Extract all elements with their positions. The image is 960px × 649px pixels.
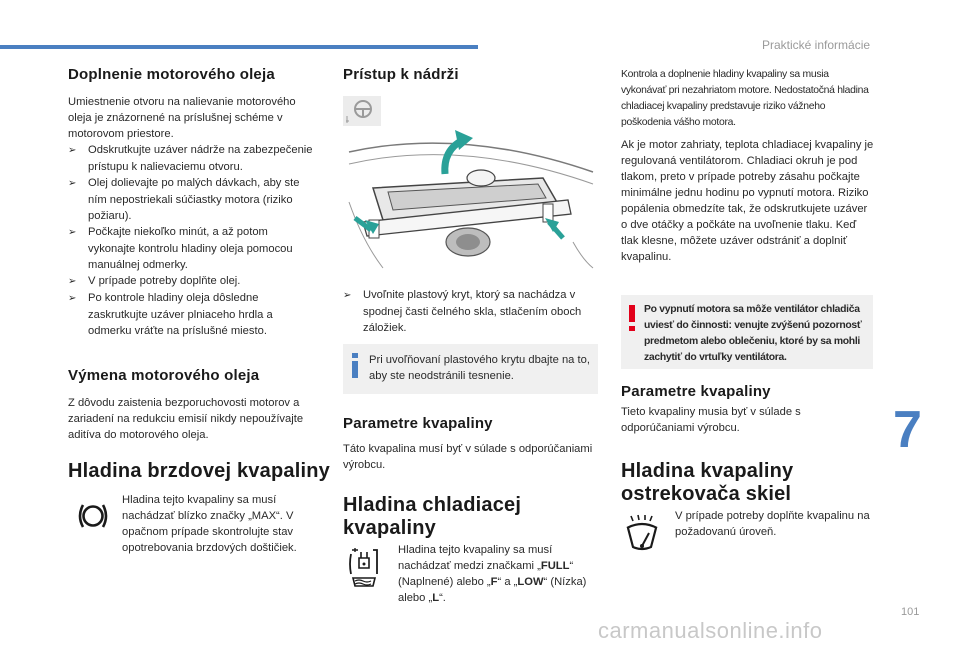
oil-bullet-2: ➢ Olej dolievajte po malých dávkach, aby ste ním nepostriekali súčiastky motora (riziko požiaru). xyxy=(68,177,300,222)
tank-info-box xyxy=(343,344,598,394)
oil-refill-body xyxy=(68,94,318,339)
fan-warning-text: Po vypnutí motora sa môže ventilátor chladiča uviesť do činnosti: venujte zvýšenú pozornosť predmetom alebo oblečeniu, ktoré by sa mohli zachytiť do vrtuľky ventilátora. xyxy=(644,304,862,363)
washer-fluid-icon xyxy=(624,514,660,552)
page-number: 101 xyxy=(901,606,920,618)
oil-change-heading: Výmena motorového oleja xyxy=(68,367,260,384)
oil-bullet-4: ➢ V prípade potreby doplňte olej. xyxy=(68,275,241,287)
oil-refill-heading: Doplnenie motorového oleja xyxy=(68,66,275,83)
brake-fluid-text: Hladina tejto kvapaliny sa musí nachádzať blízko značky „MAX“. V opačnom prípade skontrolujte stav opotrebovania brzdových doštičiek. xyxy=(122,494,297,554)
coolant-heading: Hladina chladiacej kvapaliny xyxy=(343,494,522,539)
params-text-2: Tieto kvapaliny musia byť v súlade s odporúčaniami výrobcu. xyxy=(621,406,801,434)
oil-bullet-3: ➢ Počkajte niekoľko minút, a až potom vykonajte kontrolu hladiny oleja pomocou manuálnej odmerky. xyxy=(68,226,293,271)
coolant-level-icon xyxy=(347,546,381,588)
oil-change-text: Z dôvodu zaistenia bezporuchovosti motorov a zariadení na redukciu emisií nikdy nepoužívajte aditíva do motorového oleja. xyxy=(68,397,304,441)
params-text-1: Táto kvapalina musí byť v súlade s odporúčaniami výrobcu. xyxy=(343,443,593,471)
tank-info-text: Pri uvoľňovaní plastového krytu dbajte na to, aby ste neodstránili tesnenie. xyxy=(369,354,590,382)
tank-access-body xyxy=(343,287,598,336)
params-heading-2: Parametre kvapaliny xyxy=(621,383,771,400)
washer-heading: Hladina kvapaliny ostrekovača skiel xyxy=(621,460,794,505)
info-icon xyxy=(352,353,358,378)
oil-refill-intro: Umiestnenie otvoru na nalievanie motorového oleja je znázornené na príslušnej schéme v motorovom priestore. xyxy=(68,96,296,140)
header-accent-bar xyxy=(0,45,478,49)
coolant-text: Hladina tejto kvapaliny sa musí nachádzať medzi značkami „FULL“ (Naplnené) alebo „F“ a „LOW“ (Nízka) alebo „L“. xyxy=(398,544,587,604)
oil-bullet-5: ➢ Po kontrole hladiny oleja dôsledne zaskrutkujte uzáver plniaceho hrdla a odmerku vráťte na príslušné miesto. xyxy=(68,292,273,337)
warning-icon xyxy=(629,305,635,331)
tank-access-illustration xyxy=(343,92,598,275)
tank-access-heading: Prístup k nádrži xyxy=(343,66,459,83)
fan-warning-box xyxy=(621,295,873,369)
tank-bullet: ➢ Uvoľnite plastový kryt, ktorý sa nachádza v spodnej časti čelného skla, stlačením oboch záložiek. xyxy=(343,289,582,334)
brake-fluid-icon xyxy=(76,500,110,532)
params-heading-1: Parametre kvapaliny xyxy=(343,415,493,432)
washer-text: V prípade potreby doplňte kvapalinu na požadovanú úroveň. xyxy=(675,510,870,538)
brake-fluid-heading: Hladina brzdovej kvapaliny xyxy=(68,460,330,482)
oil-bullet-1: ➢ Odskrutkujte uzáver nádrže na zabezpečenie prístupu k nalievaciemu otvoru. xyxy=(68,144,313,173)
watermark: carmanualsonline.info xyxy=(598,618,823,643)
section-title: Praktické informácie xyxy=(762,38,871,52)
hot-engine-text: Ak je motor zahriaty, teplota chladiacej kvapaliny je regulovaná ventilátorom. Chladiaci okruh je pod tlakom, preto v prípade potreby zásahu počkajte minimálne jednu hodinu po vypnutí motora. Riziko popálenia obmedzíte tak, že odskrutkujete uzáver o dve otáčky a počkáte na uvoľnenie tlaku. Keď tlak klesne, môžete uzáver odstrániť a doplniť kvapalinu. xyxy=(621,139,874,263)
coolant-check-note: Kontrola a doplnenie hladiny kvapaliny sa musia vykonávať pri nezahriatom motore. Nedostatočná hladina chladiacej kvapaliny predstavuje riziko vážneho poškodenia vášho motora. xyxy=(621,69,869,128)
chapter-number: 7 xyxy=(893,401,922,459)
